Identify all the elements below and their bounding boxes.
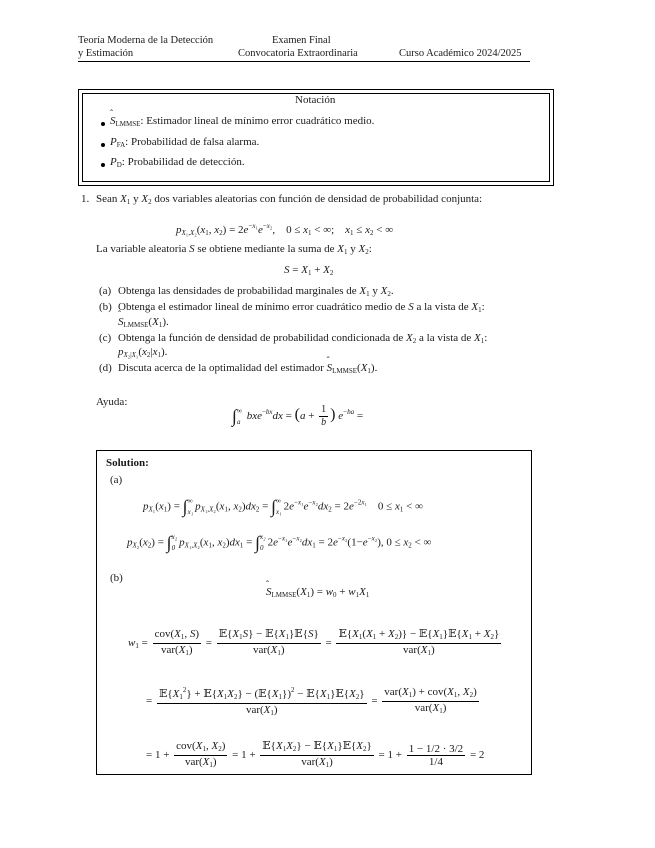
solution-title: Solution: xyxy=(106,457,149,469)
lmmse-equation: ˆ $S_{LMMSE}(X_1) = w_0 + w_1X_1$ xyxy=(266,586,369,599)
part-b-label: (b) xyxy=(99,301,112,313)
solution-part-b: (b) xyxy=(110,572,123,584)
part-c-label: (c) xyxy=(99,332,112,344)
exam-type: Convocatoria Extraordinaria xyxy=(238,48,358,59)
notation-item-pfa: $P_{FA}$: Probabilidad de falsa alarma. xyxy=(110,136,260,149)
part-b-text: Obtenga el estimador lineal de mínimo error cuadrático medio de S a la vista de $X_1$: xyxy=(118,301,485,314)
bullet-icon xyxy=(101,143,105,147)
part-a-text: Obtenga las densidades de probabilidad marginales de $X_1$ y $X_2$. xyxy=(118,285,394,298)
help-label: Ayuda: xyxy=(96,396,128,408)
part-c-text: Obtenga la función de densidad de probabilidad condicionada de $X_2$ a la vista de $X_1$: xyxy=(118,332,488,345)
academic-year: Curso Académico 2024/2025 xyxy=(399,48,522,59)
notation-title: Notación xyxy=(295,94,336,106)
part-b-estimator: ˆ $S_{LMMSE}(X_1)$. xyxy=(118,316,169,329)
w1-equation-line2: = $\frac{𝔼\{X_1^2\} + 𝔼\{X_1X_2\} - (𝔼\{X_1\})^2 - 𝔼\{X_1\}𝔼\{X_2\}}{var(X_1)}$ = $\frac{var(X_1) + cov(X_1, X_2)}{var(X_1)}$ xyxy=(146,686,477,717)
w1-equation-line1: $w_1$ = $\frac{cov(X_1, S)}{var(X_1)}$ = $\frac{𝔼\{X_1S\} - 𝔼\{X_1\}𝔼\{S\}}{var(X_1)}$ = $\frac{𝔼\{X_1(X_1 + X_2)\} - 𝔼\{X_1\}𝔼\{X_1 + X_2\}}{var(X_1)}$ xyxy=(128,628,500,657)
exam-title: Examen Final xyxy=(272,35,331,46)
course-name: Teoría Moderna de la Detección y Estimación xyxy=(78,35,214,59)
problem-intro: Sean $X_1$ y $X_2$ dos variables aleatorias con función de densidad de probabilidad conjunta: xyxy=(96,193,483,206)
marginal-x1-equation: $p_{X_1}(x_1)$ = ∫ ∞ x₁ $p_{X_1,X_2}(x_1$, $x_2)dx_2$ = ∫ ∞ x₁ $2e^{-x_1}e^{-x_2}dx_2 = 2e^{-2x_1}$ $0 \le x_1$ < ∞ xyxy=(143,496,423,517)
part-a-label: (a) xyxy=(99,285,112,297)
help-integral: ∫ ∞ a bxe$^{-bx}$dx = (a + $\frac{1}{b}$ ) $e^{-ba}$ = xyxy=(232,404,364,428)
bullet-icon xyxy=(101,122,105,126)
marginal-x2-equation: $p_{X_2}(x_2)$ = ∫ x₂ 0 $p_{X_1,X_2}(x_1$, $x_2)dx_1$ = ∫ x₂ 0 $2e^{-x_1}e^{-x_2}dx_1 = 2e^{-x_2}(1-e^{-x_2})$, $0 \le x_2$ < ∞ xyxy=(127,532,432,553)
part-d-label: (d) xyxy=(99,362,112,374)
sum-intro: La variable aleatoria S se obtiene mediante la suma de $X_1$ y $X_2$: xyxy=(96,243,372,256)
notation-item-lmmse: ˆ $S_{LMMSE}$: Estimador lineal de mínimo error cuadrático medio. xyxy=(110,115,374,128)
problem-number: 1. xyxy=(81,193,90,205)
header-rule xyxy=(78,61,530,62)
solution-part-a: (a) xyxy=(110,474,123,486)
w1-equation-line3: = 1 + $\frac{cov(X_1, X_2)}{var(X_1)}$ = 1 + $\frac{𝔼\{X_1X_2\} - 𝔼\{X_1\}𝔼\{X_2\}}{var(X_1)}$ = 1 + $\frac{1 - 1/2 \cdot 3/2}{1/4}$ = 2 xyxy=(146,740,485,769)
part-c-pdf: $p_{X_2|X_1}(x_2|x_1)$. xyxy=(118,346,168,359)
part-d-text: Discuta acerca de la optimalidad del estimador ˆ $S_{LMMSE}(X_1)$. xyxy=(118,362,377,375)
joint-pdf-equation: $p_{X_1,X_2}(x_1$, $x_2) = 2e^{-x_1}e^{-x_2}$, $0 \le x_1$ < ∞; $x_1 \le x_2$ < ∞ xyxy=(176,222,394,237)
notation-item-pd: $P_D$: Probabilidad de detección. xyxy=(110,156,245,169)
sum-equation: $S = X_1 + X_2$ xyxy=(284,264,334,277)
bullet-icon xyxy=(101,163,105,167)
